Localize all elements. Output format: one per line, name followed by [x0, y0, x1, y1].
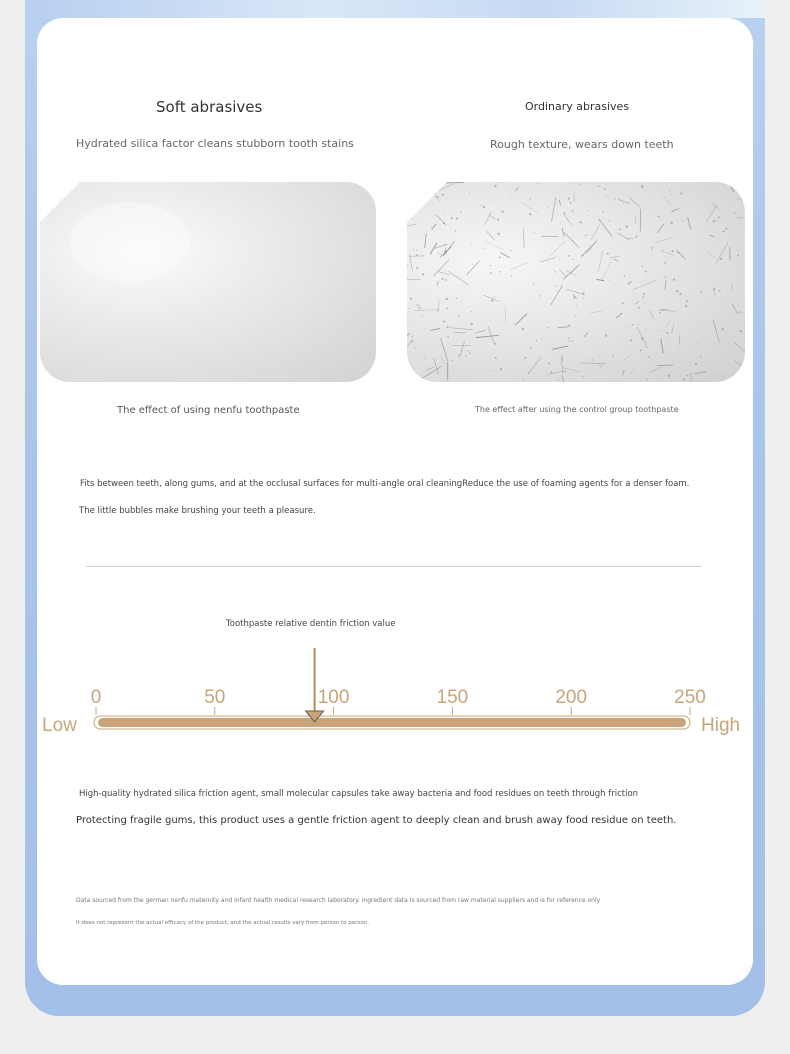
- ordinary-abrasives-subtitle: Rough texture, wears down teeth: [490, 138, 674, 151]
- scale-tick-label: 250: [674, 687, 706, 708]
- soft-abrasives-title: Soft abrasives: [156, 98, 263, 116]
- disclaimer-line1: Data sourced from the german nenfu maternity and infant health medical research laboratory. ingredient data is sourced from raw material suppliers and is for reference only: [76, 897, 601, 904]
- soft-abrasives-subtitle: Hydrated silica factor cleans stubborn tooth stains: [76, 137, 354, 150]
- scale-high-label: High: [701, 715, 741, 736]
- scale-tick-label: 50: [204, 687, 226, 708]
- content-card: [37, 18, 753, 985]
- ordinary-abrasives-title: Ordinary abrasives: [525, 100, 630, 113]
- scale-tick-label: 150: [436, 687, 469, 708]
- left-image-caption: The effect of using nenfu toothpaste: [117, 405, 300, 416]
- right-image-caption: The effect after using the control group toothpaste: [475, 405, 679, 414]
- cleaning-paragraph-line1: Fits between teeth, along gums, and at the occlusal surfaces for multi-angle oral cleaningReduce the use of foaming agents for a denser foam.: [80, 479, 690, 489]
- cleaning-paragraph-line2: The little bubbles make brushing your teeth a pleasure.: [79, 506, 316, 516]
- friction-scale-chart: [0, 640, 790, 750]
- friction-description-line1: High-quality hydrated silica friction agent, small molecular capsules take away bacteria and food residues on teeth through friction: [79, 789, 639, 799]
- chart-title: Toothpaste relative dentin friction value: [226, 619, 396, 629]
- smooth-tooth-surface-image: [40, 182, 376, 382]
- scale-tick-label: 100: [317, 687, 350, 708]
- scratched-tooth-surface-image: [407, 182, 745, 382]
- scale-low-label: Low: [42, 715, 77, 736]
- friction-description-line2: Protecting fragile gums, this product uses a gentle friction agent to deeply clean and brush away food residue on teeth.: [76, 815, 677, 826]
- section-divider: [86, 566, 701, 567]
- scale-tick-label: 0: [90, 687, 102, 708]
- scale-bar-fill: [98, 718, 686, 727]
- disclaimer-line2: It does not represent the actual efficacy of the product, and the actual results vary from person to person.: [76, 920, 370, 926]
- scale-tick-label: 200: [555, 687, 588, 708]
